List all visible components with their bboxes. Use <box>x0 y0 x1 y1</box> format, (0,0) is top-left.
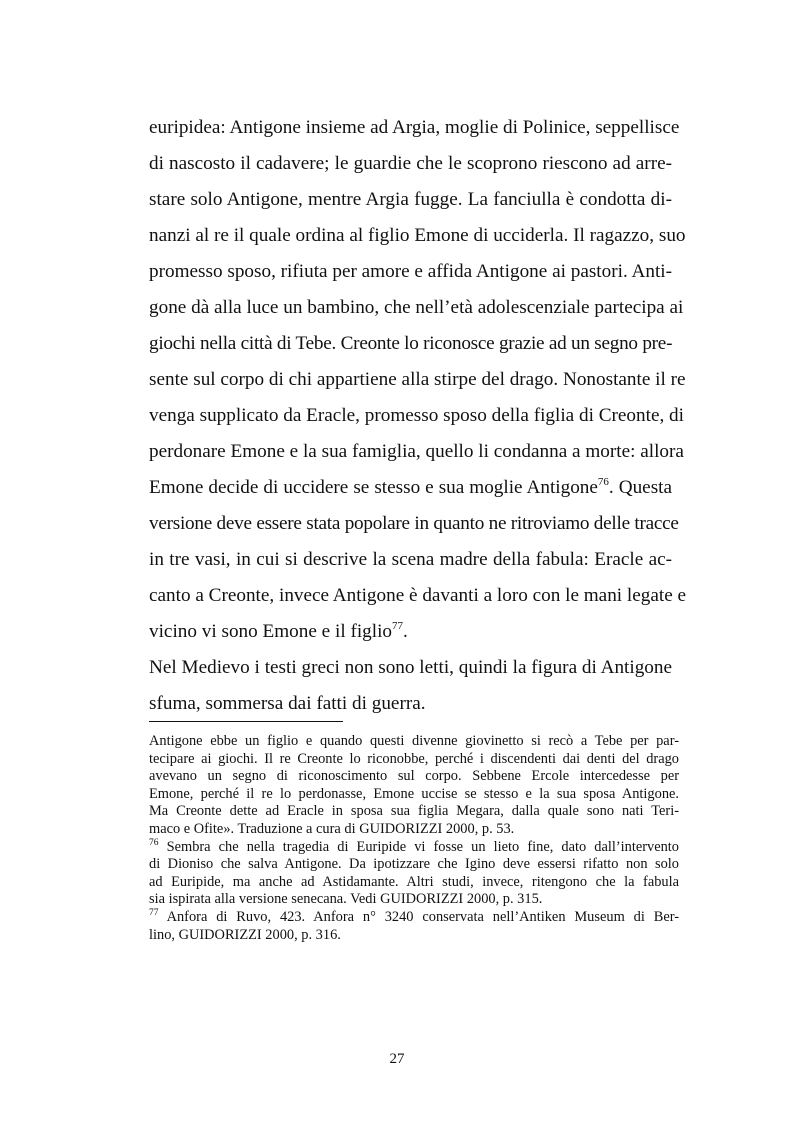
body-line: sente sul corpo di chi appartiene alla stirpe del drago. Nonostante il re <box>149 369 686 390</box>
footnote-line: Ma Creonte dette ad Eracle in sposa sua figlia Megara, dalla quale sono nati Teri- <box>149 803 679 820</box>
body-line: gone dà alla luce un bambino, che nell’età adolescenziale partecipa ai <box>149 297 684 318</box>
footnote-line-text: Sembra che nella tragedia di Euripide vi fosse un lieto fine, dato dall’intervento <box>166 838 679 855</box>
footnote-number: 76 <box>149 837 159 848</box>
page-number: 27 <box>389 1051 405 1067</box>
footnote-ref-77: 77 <box>392 620 404 632</box>
body-line: versione deve essere stata popolare in quanto ne ritroviamo delle tracce <box>149 513 679 534</box>
footnote-line: sia ispirata alla versione senecana. Vedi GUIDORIZZI 2000, p. 315. <box>149 891 543 908</box>
body-line: di nascosto il cadavere; le guardie che le scoprono riescono ad arre- <box>149 153 672 174</box>
footnote-line: avevano un segno di riconoscimento sul corpo. Sebbene Ercole intercedesse per <box>149 768 679 785</box>
footnote-separator <box>149 721 343 722</box>
body-line <box>149 470 672 506</box>
body-line: stare solo Antigone, mentre Argia fugge. La fanciulla è condotta di- <box>149 189 672 210</box>
footnote-line: tecipare ai giochi. Il re Creonte lo riconobbe, perché i discendenti dai denti del drago <box>149 750 679 767</box>
body-line-text: . Questa <box>608 477 673 498</box>
body-line: promesso sposo, rifiuta per amore e affida Antigone ai pastori. Anti- <box>149 261 672 282</box>
body-line-text: vicino vi sono Emone e il figlio <box>149 621 393 642</box>
body-line: in tre vasi, in cui si descrive la scena madre della fabula: Eracle ac- <box>149 549 672 570</box>
footnote-76 <box>149 839 679 857</box>
body-line-text: . <box>403 621 408 642</box>
body-line: sfuma, sommersa dai fatti di guerra. <box>149 693 426 714</box>
body-line-text: Emone decide di uccidere se stesso e sua moglie Antigone <box>149 477 598 498</box>
body-line: nanzi al re il quale ordina al figlio Emone di ucciderla. Il ragazzo, suo <box>149 225 686 246</box>
footnote-ref-76: 76 <box>597 476 609 488</box>
body-line: venga supplicato da Eracle, promesso sposo della figlia di Creonte, di <box>149 405 684 426</box>
footnote-line: Emone, perché il re lo perdonasse, Emone uccise se stesso e la sua sposa Antigone. <box>149 785 679 802</box>
footnote-line: ad Euripide, ma anche ad Astidamante. Altri studi, invece, ritengono che la fabula <box>149 873 679 890</box>
footnotes <box>149 733 679 944</box>
body-line: giochi nella città di Tebe. Creonte lo riconosce grazie ad un segno pre- <box>149 333 673 354</box>
main-text <box>149 110 687 722</box>
footnote-77 <box>149 909 679 927</box>
body-line: Nel Medievo i testi greci non sono letti, quindi la figura di Antigone <box>149 657 672 678</box>
body-line: euripidea: Antigone insieme ad Argia, moglie di Polinice, seppellisce <box>149 117 680 138</box>
footnote-line: lino, GUIDORIZZI 2000, p. 316. <box>149 926 341 943</box>
footnote-line: maco e Ofite». Traduzione a cura di GUIDORIZZI 2000, p. 53. <box>149 820 515 837</box>
footnote-line-text: Anfora di Ruvo, 423. Anfora n° 3240 conservata nell’Antiken Museum di Ber- <box>166 908 679 925</box>
body-line: perdonare Emone e la sua famiglia, quello li condanna a morte: allora <box>149 441 684 462</box>
body-line: canto a Creonte, invece Antigone è davanti a loro con le mani legate e <box>149 585 687 606</box>
footnote-line: di Dioniso che salva Antigone. Da ipotizzare che Igino deve essersi rifatto non solo <box>149 856 679 873</box>
footnote-number: 77 <box>149 907 159 918</box>
body-line <box>149 614 672 650</box>
footnote-line: Antigone ebbe un figlio e quando questi divenne giovinetto si recò a Tebe per par- <box>149 733 679 749</box>
